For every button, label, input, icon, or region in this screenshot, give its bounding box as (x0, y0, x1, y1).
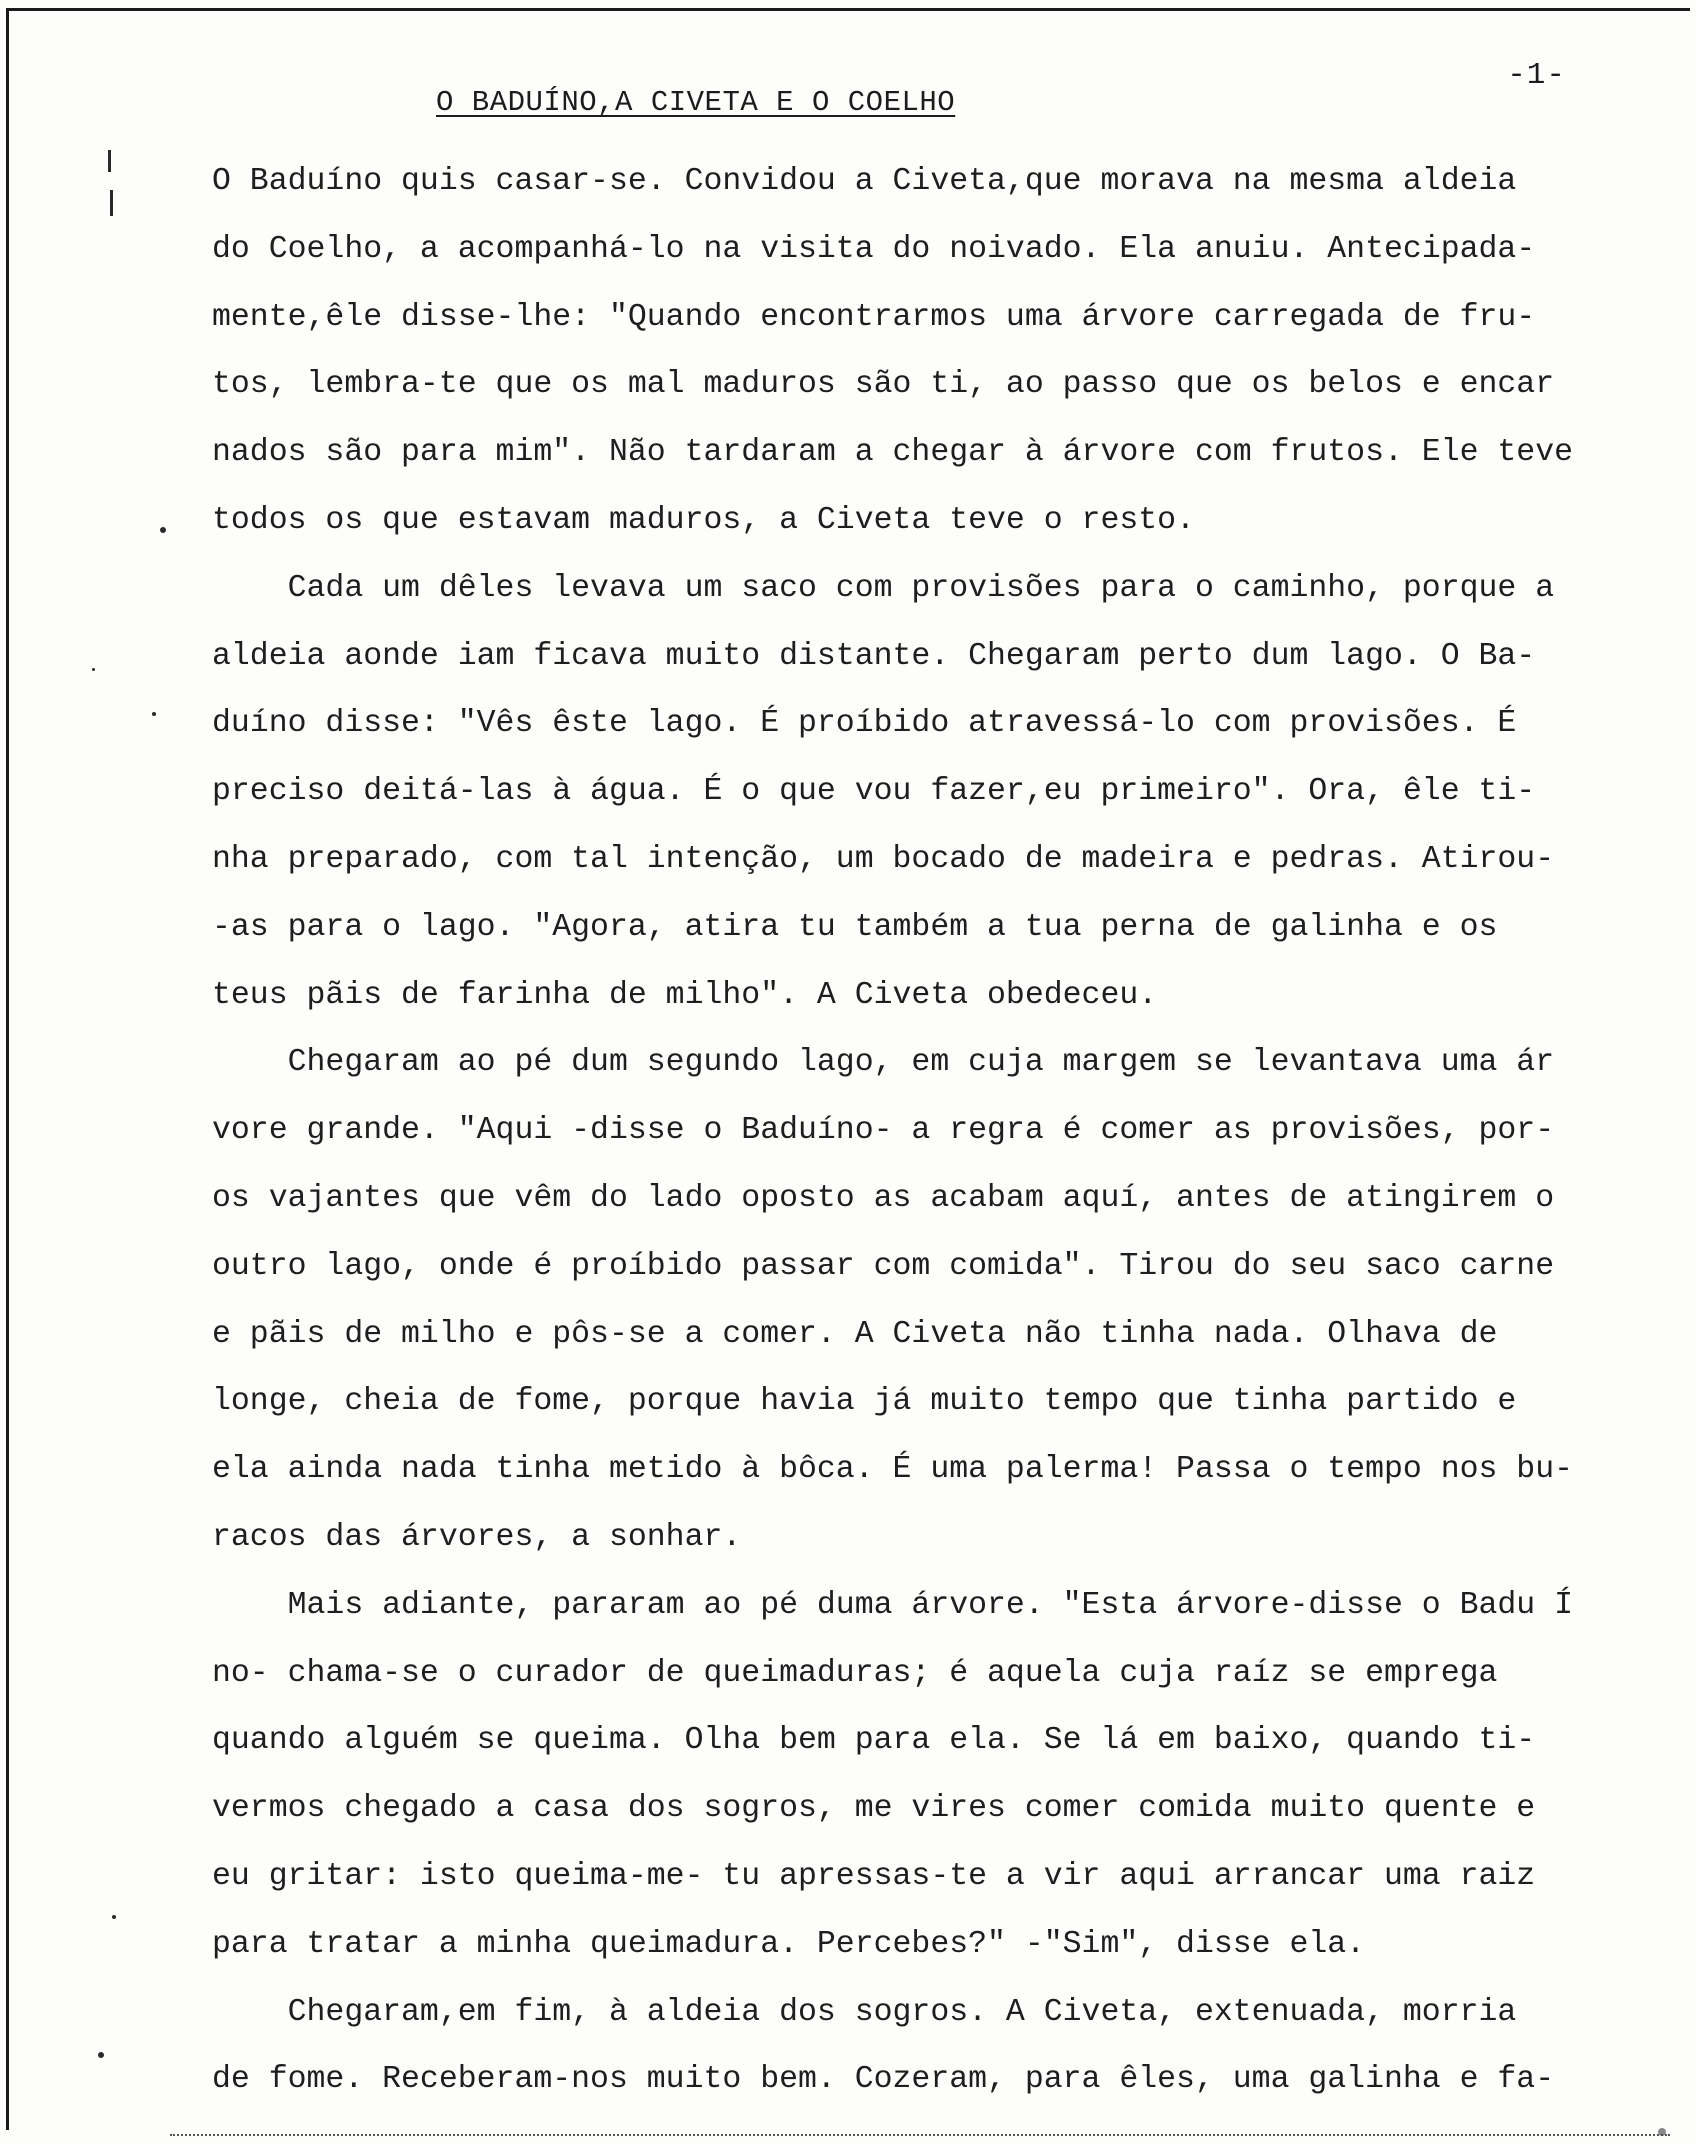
text-line: Chegaram ao pé dum segundo lago, em cuja margem se levantava uma ár (212, 1045, 1555, 1081)
text-line: para tratar a minha queimadura. Percebes?" -"Sim", disse ela. (212, 1926, 1366, 1962)
text-line: no- chama-se o curador de queimaduras; é aquela cuja raíz se emprega (212, 1655, 1498, 1691)
text-line: do Coelho, a acompanhá-lo na visita do noivado. Ela anuiu. Antecipada- (212, 231, 1536, 267)
text-line: vore grande. "Aqui -disse o Baduíno- a regra é comer as provisões, por- (212, 1113, 1555, 1149)
text-line: ela ainda nada tinha metido à bôca. É uma palerma! Passa o tempo nos bu- (212, 1452, 1574, 1488)
text-line: de fome. Receberam-nos muito bem. Cozeram, para êles, uma galinha e fa- (212, 2062, 1555, 2098)
text-line: longe, cheia de fome, porque havia já muito tempo que tinha partido e (212, 1384, 1517, 1420)
margin-ink-dot (112, 1915, 116, 1919)
text-line: nados são para mim". Não tardaram a chegar à árvore com frutos. Ele teve (212, 435, 1574, 471)
text-line: preciso deitá-las à água. É o que vou fazer,eu primeiro". Ora, êle ti- (212, 774, 1536, 810)
text-line: Cada um dêles levava um saco com provisões para o caminho, porque a (212, 570, 1555, 606)
text-line: aldeia aonde iam ficava muito distante. Chegaram perto dum lago. O Ba- (212, 638, 1536, 674)
text-line: O Baduíno quis casar-se. Convidou a Civeta,que morava na mesma aldeia (212, 164, 1517, 199)
page-title: O BADUÍNO,A CIVETA E O COELHO (436, 86, 956, 119)
text-line: eu gritar: isto queima-me- tu apressas-te a vir aqui arrancar uma raiz (212, 1858, 1536, 1894)
text-line: duíno disse: "Vês êste lago. É proíbido atravessá-lo com provisões. É (212, 706, 1517, 742)
text-line: vermos chegado a casa dos sogros, me vires comer comida muito quente e (212, 1791, 1536, 1827)
body-text (212, 148, 1672, 2114)
text-line: todos os que estavam maduros, a Civeta teve o resto. (212, 502, 1195, 538)
text-line: os vajantes que vêm do lado oposto as acabam aquí, antes de atingirem o (212, 1180, 1555, 1216)
text-line: mente,êle disse-lhe: "Quando encontrarmos uma árvore carregada de fru- (212, 299, 1536, 335)
text-line: Chegaram,em fim, à aldeia dos sogros. A Civeta, extenuada, morria (212, 1994, 1517, 2030)
text-line: tos, lembra-te que os mal maduros são ti, ao passo que os belos e encar (212, 367, 1555, 403)
text-line: Mais adiante, pararam ao pé duma árvore. "Esta árvore-disse o Badu Í (212, 1587, 1574, 1623)
page-number: -1- (1507, 58, 1566, 93)
margin-ink-dot (98, 2052, 104, 2058)
margin-ink-dot (92, 668, 95, 671)
bottom-rule (170, 2134, 1670, 2136)
text-line: nha preparado, com tal intenção, um bocado de madeira e pedras. Atirou- (212, 841, 1555, 877)
margin-ink-dot (160, 527, 166, 533)
margin-ink-mark (110, 190, 113, 216)
text-line: teus pãis de farinha de milho". A Civeta obedeceu. (212, 977, 1158, 1013)
margin-ink-mark (108, 150, 111, 172)
text-line: outro lago, onde é proíbido passar com comida". Tirou do seu saco carne (212, 1248, 1555, 1284)
text-line: racos das árvores, a sonhar. (212, 1519, 742, 1555)
text-line: e pãis de milho e pôs-se a comer. A Civeta não tinha nada. Olhava de (212, 1316, 1498, 1352)
margin-ink-dot (152, 712, 156, 716)
text-line: -as para o lago. "Agora, atira tu também a tua perna de galinha e os (212, 909, 1498, 945)
text-line: quando alguém se queima. Olha bem para ela. Se lá em baixo, quando ti- (212, 1723, 1536, 1759)
